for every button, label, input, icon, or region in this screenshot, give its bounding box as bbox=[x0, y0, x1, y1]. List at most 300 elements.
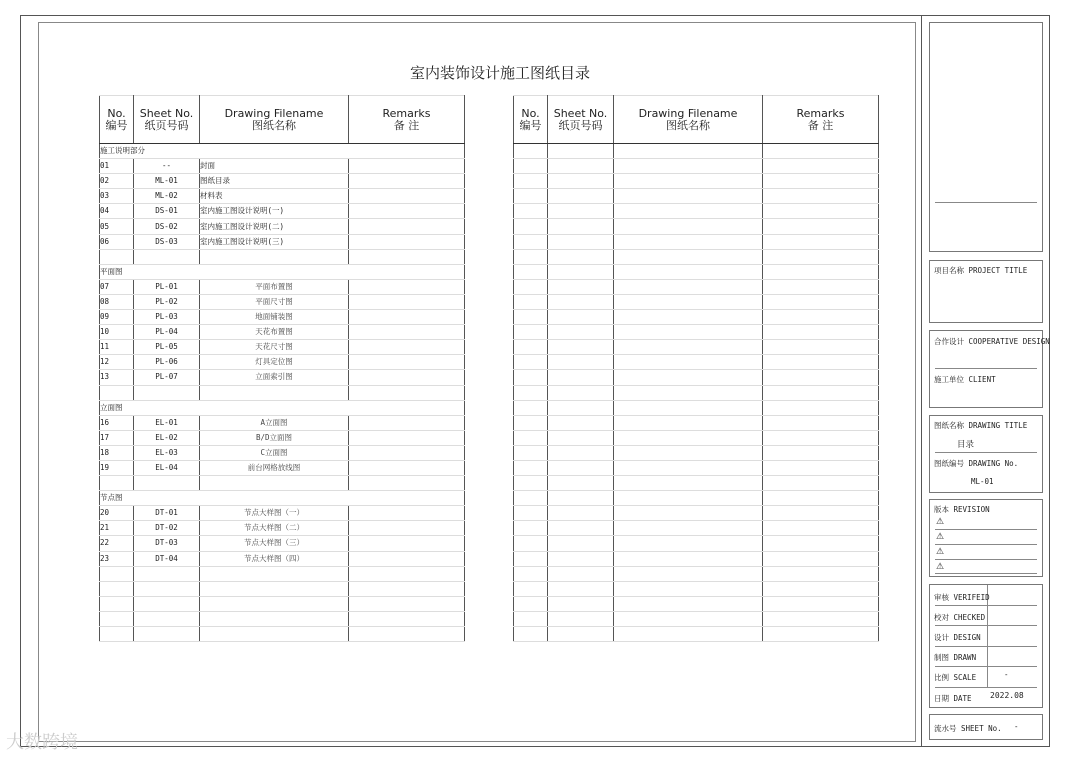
empty-cell bbox=[614, 159, 763, 174]
empty-row bbox=[514, 445, 879, 460]
empty-cell bbox=[514, 385, 548, 400]
empty-cell bbox=[548, 415, 614, 430]
divider bbox=[935, 646, 1037, 647]
empty-cell bbox=[548, 279, 614, 294]
empty-cell bbox=[548, 536, 614, 551]
empty-cell bbox=[514, 430, 548, 445]
empty-cell bbox=[763, 204, 879, 219]
empty-cell bbox=[614, 627, 763, 642]
empty-cell bbox=[548, 219, 614, 234]
empty-cell bbox=[548, 355, 614, 370]
table-row bbox=[100, 521, 465, 536]
empty-cell bbox=[548, 174, 614, 189]
title-block-separator bbox=[921, 15, 922, 747]
empty-cell bbox=[763, 355, 879, 370]
revision-line bbox=[935, 573, 1037, 574]
empty-cell bbox=[200, 249, 349, 264]
empty-cell bbox=[763, 627, 879, 642]
empty-cell bbox=[514, 521, 548, 536]
empty-cell bbox=[548, 325, 614, 340]
empty-cell bbox=[763, 174, 879, 189]
empty-cell bbox=[134, 476, 200, 491]
empty-cell bbox=[763, 279, 879, 294]
date-value: 2022.08 bbox=[990, 691, 1024, 700]
empty-cell bbox=[514, 234, 548, 249]
empty-cell bbox=[548, 294, 614, 309]
table-row bbox=[100, 174, 465, 189]
drawing-filename: 节点大样图（二） bbox=[200, 521, 349, 536]
row-number: 11 bbox=[100, 340, 134, 355]
scale-value: - bbox=[1004, 670, 1009, 679]
header-drawing-filename: Drawing Filename 图纸名称 bbox=[614, 96, 763, 144]
empty-cell bbox=[614, 611, 763, 626]
empty-cell bbox=[200, 596, 349, 611]
empty-cell bbox=[100, 611, 134, 626]
empty-cell bbox=[548, 370, 614, 385]
empty-cell bbox=[100, 476, 134, 491]
revision-box bbox=[929, 499, 1043, 577]
empty-cell bbox=[514, 536, 548, 551]
empty-cell bbox=[514, 400, 548, 415]
empty-cell bbox=[548, 340, 614, 355]
remarks-cell bbox=[349, 219, 465, 234]
table-row bbox=[100, 325, 465, 340]
empty-row bbox=[514, 249, 879, 264]
empty-cell bbox=[763, 476, 879, 491]
sheet-number: EL-03 bbox=[134, 445, 200, 460]
table-row bbox=[100, 310, 465, 325]
empty-cell bbox=[548, 460, 614, 475]
empty-cell bbox=[763, 460, 879, 475]
header-drawing-filename: Drawing Filename 图纸名称 bbox=[200, 96, 349, 144]
row-number: 09 bbox=[100, 310, 134, 325]
row-number: 04 bbox=[100, 204, 134, 219]
empty-cell bbox=[763, 189, 879, 204]
empty-row bbox=[100, 627, 465, 642]
remarks-cell bbox=[349, 279, 465, 294]
empty-cell bbox=[514, 445, 548, 460]
empty-cell bbox=[514, 415, 548, 430]
empty-cell bbox=[548, 159, 614, 174]
remarks-cell bbox=[349, 174, 465, 189]
page-title: 室内装饰设计施工图纸目录 bbox=[409, 64, 590, 82]
table-row bbox=[100, 279, 465, 294]
drawing-filename: A立面图 bbox=[200, 415, 349, 430]
empty-cell bbox=[548, 204, 614, 219]
empty-cell bbox=[763, 445, 879, 460]
sheet-number: DT-03 bbox=[134, 536, 200, 551]
drawing-filename: B/D立面图 bbox=[200, 430, 349, 445]
empty-row bbox=[514, 506, 879, 521]
empty-row bbox=[100, 581, 465, 596]
empty-cell bbox=[514, 611, 548, 626]
empty-cell bbox=[614, 445, 763, 460]
empty-cell bbox=[548, 264, 614, 279]
drawing-filename: 室内施工图设计说明(二) bbox=[200, 219, 349, 234]
empty-row bbox=[514, 521, 879, 536]
divider bbox=[935, 368, 1037, 369]
empty-cell bbox=[614, 385, 763, 400]
row-number: 18 bbox=[100, 445, 134, 460]
empty-cell bbox=[614, 536, 763, 551]
empty-cell bbox=[763, 159, 879, 174]
remarks-cell bbox=[349, 506, 465, 521]
empty-cell bbox=[349, 611, 465, 626]
drawing-filename: 节点大样图（一） bbox=[200, 506, 349, 521]
empty-cell bbox=[614, 476, 763, 491]
empty-cell bbox=[134, 581, 200, 596]
empty-cell bbox=[763, 536, 879, 551]
drawing-filename: C立面图 bbox=[200, 445, 349, 460]
row-number: 06 bbox=[100, 234, 134, 249]
row-number: 01 bbox=[100, 159, 134, 174]
empty-cell bbox=[763, 566, 879, 581]
drawing-title-box bbox=[929, 415, 1043, 493]
empty-cell bbox=[548, 400, 614, 415]
table-header-row bbox=[514, 96, 879, 144]
row-number: 13 bbox=[100, 370, 134, 385]
empty-cell bbox=[614, 294, 763, 309]
remarks-cell bbox=[349, 294, 465, 309]
empty-cell bbox=[200, 385, 349, 400]
sheet-number: EL-02 bbox=[134, 430, 200, 445]
divider bbox=[935, 625, 1037, 626]
drawing-filename: 平面尺寸图 bbox=[200, 294, 349, 309]
remarks-cell bbox=[349, 551, 465, 566]
sheet-number: PL-02 bbox=[134, 294, 200, 309]
empty-row bbox=[514, 536, 879, 551]
empty-cell bbox=[200, 566, 349, 581]
empty-row bbox=[514, 219, 879, 234]
empty-cell bbox=[763, 415, 879, 430]
empty-cell bbox=[614, 491, 763, 506]
drawing-filename: 天花尺寸图 bbox=[200, 340, 349, 355]
drawing-filename: 节点大样图（四） bbox=[200, 551, 349, 566]
empty-cell bbox=[614, 264, 763, 279]
empty-cell bbox=[200, 611, 349, 626]
logo-underline bbox=[935, 202, 1037, 203]
row-number: 17 bbox=[100, 430, 134, 445]
project-title-box bbox=[929, 260, 1043, 323]
empty-row bbox=[514, 234, 879, 249]
drawing-filename: 图纸目录 bbox=[200, 174, 349, 189]
sheet-number: DS-01 bbox=[134, 204, 200, 219]
cooperative-client-box bbox=[929, 330, 1050, 408]
empty-cell bbox=[134, 566, 200, 581]
sheet-number: DT-01 bbox=[134, 506, 200, 521]
empty-cell bbox=[548, 234, 614, 249]
empty-cell bbox=[763, 294, 879, 309]
divider bbox=[935, 605, 1037, 606]
empty-cell bbox=[548, 476, 614, 491]
empty-cell bbox=[134, 385, 200, 400]
revision-label: 版本 REVISION bbox=[934, 505, 990, 514]
drawing-index-table-right bbox=[513, 95, 879, 642]
row-number: 23 bbox=[100, 551, 134, 566]
empty-cell bbox=[763, 491, 879, 506]
empty-cell bbox=[134, 596, 200, 611]
empty-cell bbox=[614, 400, 763, 415]
empty-cell bbox=[349, 596, 465, 611]
empty-cell bbox=[614, 219, 763, 234]
empty-cell bbox=[763, 581, 879, 596]
empty-cell bbox=[514, 370, 548, 385]
drawing-filename: 室内施工图设计说明(一) bbox=[200, 204, 349, 219]
empty-cell bbox=[763, 144, 879, 159]
remarks-cell bbox=[349, 430, 465, 445]
table-header-row bbox=[100, 96, 465, 144]
empty-row bbox=[514, 159, 879, 174]
empty-cell bbox=[614, 596, 763, 611]
table-row bbox=[100, 355, 465, 370]
empty-cell bbox=[763, 249, 879, 264]
empty-cell bbox=[514, 219, 548, 234]
empty-cell bbox=[100, 249, 134, 264]
empty-row bbox=[100, 385, 465, 400]
empty-cell bbox=[614, 460, 763, 475]
sheet-no-label: 流水号 SHEET No. bbox=[934, 724, 1002, 733]
table-row bbox=[100, 445, 465, 460]
watermark-text: 大数跨境 bbox=[6, 732, 78, 753]
drawing-title-label: 图纸名称 DRAWING TITLE bbox=[934, 421, 1028, 430]
sheet-number: DS-02 bbox=[134, 219, 200, 234]
row-number: 02 bbox=[100, 174, 134, 189]
row-number: 12 bbox=[100, 355, 134, 370]
empty-cell bbox=[514, 355, 548, 370]
empty-cell bbox=[763, 310, 879, 325]
empty-cell bbox=[514, 476, 548, 491]
empty-row bbox=[100, 611, 465, 626]
empty-cell bbox=[100, 385, 134, 400]
section-title: 立面图 bbox=[100, 400, 465, 415]
sheet-number: PL-06 bbox=[134, 355, 200, 370]
empty-cell bbox=[614, 234, 763, 249]
revision-warning-icon: ⚠ bbox=[936, 517, 945, 527]
empty-row bbox=[514, 551, 879, 566]
drawing-no-label: 图纸编号 DRAWING No. bbox=[934, 459, 1019, 468]
empty-cell bbox=[548, 581, 614, 596]
empty-cell bbox=[514, 627, 548, 642]
sheet-number: EL-04 bbox=[134, 460, 200, 475]
remarks-cell bbox=[349, 521, 465, 536]
table-row bbox=[100, 536, 465, 551]
empty-row bbox=[514, 294, 879, 309]
section-header-row bbox=[100, 491, 465, 506]
empty-cell bbox=[514, 294, 548, 309]
empty-row bbox=[514, 476, 879, 491]
empty-row bbox=[514, 430, 879, 445]
table-row bbox=[100, 340, 465, 355]
empty-row bbox=[514, 340, 879, 355]
sheet-number: PL-07 bbox=[134, 370, 200, 385]
remarks-cell bbox=[349, 204, 465, 219]
empty-cell bbox=[763, 370, 879, 385]
table-row bbox=[100, 460, 465, 475]
empty-row bbox=[514, 204, 879, 219]
empty-cell bbox=[200, 476, 349, 491]
checked-label: 校对 CHECKED bbox=[934, 613, 986, 622]
empty-row bbox=[514, 279, 879, 294]
empty-cell bbox=[763, 219, 879, 234]
drawing-no-value: ML-01 bbox=[971, 477, 994, 486]
drawing-filename: 节点大样图（三） bbox=[200, 536, 349, 551]
revision-warning-icon: ⚠ bbox=[936, 532, 945, 542]
empty-cell bbox=[514, 189, 548, 204]
empty-cell bbox=[763, 551, 879, 566]
empty-cell bbox=[100, 596, 134, 611]
section-title: 节点图 bbox=[100, 491, 465, 506]
empty-row bbox=[514, 325, 879, 340]
table-row bbox=[100, 370, 465, 385]
empty-row bbox=[514, 460, 879, 475]
approval-box bbox=[929, 584, 1043, 708]
drawing-filename: 灯具定位图 bbox=[200, 355, 349, 370]
header-no: No. 编号 bbox=[100, 96, 134, 144]
empty-cell bbox=[514, 506, 548, 521]
empty-row bbox=[514, 400, 879, 415]
empty-cell bbox=[614, 189, 763, 204]
sheet-number: DS-03 bbox=[134, 234, 200, 249]
empty-cell bbox=[514, 460, 548, 475]
empty-cell bbox=[548, 249, 614, 264]
empty-cell bbox=[548, 627, 614, 642]
empty-cell bbox=[763, 340, 879, 355]
empty-cell bbox=[614, 566, 763, 581]
empty-cell bbox=[614, 174, 763, 189]
empty-cell bbox=[514, 491, 548, 506]
empty-row bbox=[514, 370, 879, 385]
drawing-filename: 材料表 bbox=[200, 189, 349, 204]
empty-row bbox=[514, 355, 879, 370]
empty-cell bbox=[514, 596, 548, 611]
remarks-cell bbox=[349, 234, 465, 249]
remarks-cell bbox=[349, 310, 465, 325]
empty-cell bbox=[614, 310, 763, 325]
empty-cell bbox=[548, 430, 614, 445]
empty-row bbox=[514, 189, 879, 204]
header-remarks: Remarks 备 注 bbox=[763, 96, 879, 144]
section-header-row bbox=[100, 144, 465, 159]
empty-row bbox=[514, 627, 879, 642]
row-number: 21 bbox=[100, 521, 134, 536]
empty-cell bbox=[548, 596, 614, 611]
sheet-number: ML-02 bbox=[134, 189, 200, 204]
row-number: 10 bbox=[100, 325, 134, 340]
sheet-number: ML-01 bbox=[134, 174, 200, 189]
empty-cell bbox=[763, 325, 879, 340]
revision-line bbox=[935, 544, 1037, 545]
divider bbox=[935, 452, 1037, 453]
drawing-filename: 地面铺装图 bbox=[200, 310, 349, 325]
row-number: 07 bbox=[100, 279, 134, 294]
table-row bbox=[100, 415, 465, 430]
empty-row bbox=[514, 144, 879, 159]
empty-cell bbox=[763, 385, 879, 400]
empty-cell bbox=[548, 310, 614, 325]
table-row bbox=[100, 506, 465, 521]
header-remarks: Remarks 备 注 bbox=[349, 96, 465, 144]
empty-cell bbox=[349, 385, 465, 400]
empty-cell bbox=[548, 189, 614, 204]
empty-row bbox=[514, 264, 879, 279]
empty-cell bbox=[349, 581, 465, 596]
empty-cell bbox=[548, 491, 614, 506]
row-number: 05 bbox=[100, 219, 134, 234]
row-number: 08 bbox=[100, 294, 134, 309]
empty-cell bbox=[614, 415, 763, 430]
empty-cell bbox=[514, 310, 548, 325]
section-title: 平面图 bbox=[100, 264, 465, 279]
empty-cell bbox=[514, 581, 548, 596]
revision-line bbox=[935, 559, 1037, 560]
empty-row bbox=[514, 491, 879, 506]
scale-label: 比例 SCALE bbox=[934, 673, 977, 682]
empty-cell bbox=[548, 144, 614, 159]
empty-cell bbox=[349, 566, 465, 581]
remarks-cell bbox=[349, 189, 465, 204]
remarks-cell bbox=[349, 370, 465, 385]
empty-cell bbox=[200, 581, 349, 596]
section-title: 施工说明部分 bbox=[100, 144, 465, 159]
empty-cell bbox=[614, 340, 763, 355]
header-sheet-no: Sheet No. 纸页号码 bbox=[134, 96, 200, 144]
drawing-filename: 平面布置图 bbox=[200, 279, 349, 294]
drawing-index-table-left bbox=[99, 95, 465, 642]
empty-cell bbox=[763, 264, 879, 279]
row-number: 20 bbox=[100, 506, 134, 521]
revision-warning-icon: ⚠ bbox=[936, 562, 945, 572]
empty-cell bbox=[763, 400, 879, 415]
empty-cell bbox=[763, 596, 879, 611]
empty-cell bbox=[614, 144, 763, 159]
empty-row bbox=[514, 611, 879, 626]
empty-cell bbox=[614, 249, 763, 264]
empty-row bbox=[100, 596, 465, 611]
empty-row bbox=[514, 596, 879, 611]
remarks-cell bbox=[349, 536, 465, 551]
remarks-cell bbox=[349, 415, 465, 430]
empty-cell bbox=[614, 279, 763, 294]
sheet-number: DT-02 bbox=[134, 521, 200, 536]
empty-row bbox=[514, 415, 879, 430]
empty-cell bbox=[514, 325, 548, 340]
empty-cell bbox=[514, 159, 548, 174]
empty-cell bbox=[763, 521, 879, 536]
empty-row bbox=[514, 385, 879, 400]
empty-cell bbox=[548, 611, 614, 626]
empty-cell bbox=[614, 521, 763, 536]
drawing-filename: 立面索引图 bbox=[200, 370, 349, 385]
empty-cell bbox=[614, 325, 763, 340]
empty-cell bbox=[614, 355, 763, 370]
empty-cell bbox=[100, 566, 134, 581]
verified-label: 审核 VERIFEID bbox=[934, 593, 990, 602]
remarks-cell bbox=[349, 445, 465, 460]
empty-row bbox=[100, 249, 465, 264]
row-number: 22 bbox=[100, 536, 134, 551]
empty-row bbox=[514, 566, 879, 581]
empty-cell bbox=[100, 627, 134, 642]
empty-cell bbox=[614, 581, 763, 596]
drawing-title-value: 目录 bbox=[957, 440, 975, 450]
empty-cell bbox=[763, 611, 879, 626]
empty-cell bbox=[100, 581, 134, 596]
revision-line bbox=[935, 529, 1037, 530]
drawing-filename: 室内施工图设计说明(三) bbox=[200, 234, 349, 249]
section-header-row bbox=[100, 400, 465, 415]
table-row bbox=[100, 189, 465, 204]
remarks-cell bbox=[349, 460, 465, 475]
